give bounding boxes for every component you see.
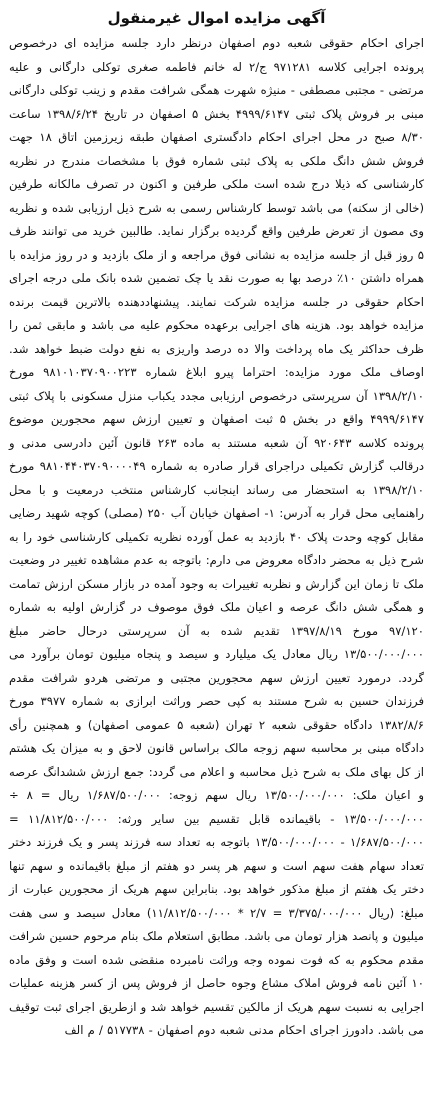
notice-body-text: اجرای احکام حقوقی شعبه دوم اصفهان درنظر دارد جلسه مزایده ای درخصوص پرونده اجرایی کلاسه ۹۷۱۲۸۱ ج/۲ له خانم فاطمه صغری توکلی دارگانی و علیه مرتضی - مجتبی مصطفی - منیژه شهرت همگی شرافت مقدم و زینب توکلی دارگانی مبنی بر فروش پلاک ثبتی ۴۹۹۹/۶۱۴۷ بخش ۵ اصفهان در تاریخ ۱۳۹۸/۶/۲۴ ساعت ۸/۳۰ صبح در محل اجرای احکام دادگستری اصفهان طبقه زیرزمین اتاق ۱۸ جهت فروش شش دانگ ملکی به پلاک ثبتی شماره فوق با مشخصات مندرج در نظریه کارشناسی که ذیلا درج شده است ملکی طرفین و اکنون در تصرف مالکانه طرفین (خالی از سکنه) می باشد توسط کارشناس رسمی به شرح ذیل ارزیابی شده و نظریه وی مصون از تعرض طرفین واقع گردیده برگزار نماید. طالبین خرید می توانند ظرف ۵ روز قبل از جلسه مزایده به نشانی فوق مراجعه و از ملک بازدید و در روز مزایده با همراه داشتن ۱۰٪ درصد بها به صورت نقد یا چک تضمین شده بانک ملی درجه اجرای احکام حقوقی در جلسه مزایده شرکت نمایند. پیشنهاددهنده بالاترین قیمت برنده مزایده خواهد بود. هزینه های اجرایی برعهده محکوم علیه می باشد و مابقی ثمن را ظرف حداکثر یک ماه پرداخت والا ده درصد واریزی به نفع دولت ضبط خواهد شد. اوصاف ملک مورد مزایده: احتراما پیرو ابلاغ شماره ۹۸۱۰۱۰۳۷۰۹۰۰۲۲۳ مورخ ۱۳۹۸/۲/۱۰ آن سرپرستی درخصوص ارزیابی مجدد یکباب منزل مسکونی با پلاک ثبتی ۴۹۹۹/۶۱۴۷ واقع در بخش ۵ ثبت اصفهان و تعیین ارزش سهم محجورین موضوع پرونده کلاسه ۹۲۰۶۴۳ آن شعبه مستند به ماده ۲۶۳ قانون آئین دادرسی مدنی و درقالب گزارش تکمیلی دراجرای قرار صادره به شماره ۹۸۱۰۴۴۰۳۷۰۹۰۰۰۰۴۹ مورخ ۱۳۹۸/۲/۱۰ به استحضار می رساند اینجانب کارشناس منتخب درمعیت و با محل راهنمایی محل قرار به آدرس: ۱- اصفهان خیابان آب ۲۵۰ (مصلی) کوچه شهید رضایی مقابل کوچه وحدت پلاک ۴۰ بازدید به عمل آورده نظریه تکمیلی کارشناسی خود را به شرح ذیل به محضر دادگاه معروض می دارم: باتوجه به عدم مشاهده تغییر در وضعیت ملک تا زمان این گزارش و نظربه تغییرات به وجود آمده در بازار مسکن ارزش تمامت و همگی شش دانگ عرصه و اعیان ملک فوق موصوف در گزارش اولیه به شماره ۹۷/۱۲۰ مورخ ۱۳۹۷/۸/۱۹ تقدیم شده به آن سرپرستی درحال حاضر مبلغ ۱۳/۵۰۰/۰۰۰/۰۰۰ ریال معادل یک میلیارد و سیصد و پنجاه میلیون تومان برآورد می گردد. درمورد تعیین ارزش سهم محجورین مجتبی و مرتضی هردو شرافت مقدم فرزندان حسین به شرح مستند به کپی حصر وراثت ابرازی به شماره ۳۹۷۷ مورخ ۱۳۸۲/۸/۶ دادگاه حقوقی شعبه ۲ تهران (شعبه ۵ عمومی اصفهان) و همچنین رأی دادگاه مبنی بر محاسبه سهم زوجه مالک براساس قانون لاحق و به میزان یک هشتم از کل بهای ملک به شرح ذیل محاسبه و اعلام می گردد: جمع ارزش ششدانگ عرصه و اعیان ملک: ۱۳/۵۰۰/۰۰۰/۰۰۰ ریال سهم زوجه: ۱/۶۸۷/۵۰۰/۰۰۰ ریال = ۸ ÷ ۱۳/۵۰۰/۰۰۰/۰۰۰ - باقیمانده قابل تقسیم بین سایر ورثه: ۱۱/۸۱۲/۵۰۰/۰۰۰ = ۱/۶۸۷/۵۰۰/۰۰۰ - ۱۳/۵۰۰/۰۰۰/۰۰۰ باتوجه به تعداد سه فرزند پسر و یک فرزند دختر تعداد سهام هفت سهم است و سهم هر پسر دو هفتم از مبلغ باقیمانده و سهم تنها دختر یک هفتم از مبلغ مذکور خواهد بود. بنابراین سهم هریک از محجورین عبارت از مبلغ: (ریال ۳/۳۷۵/۰۰۰/۰۰۰ = ۲/۷ * ۱۱/۸۱۲/۵۰۰/۰۰۰) معادل سیصد و سی هفت میلیون و پانصد هزار تومان می باشد. مطابق استعلام ملک بنام مرحوم حسین شرافت مقدم محکوم به که فوت نموده وجه وراثت نامبرده منقضی شده است و وفق ماده ۱۰ آئین نامه فروش املاک مشاع وجوه حاصل از فروش پس از کسر هزینه عملیات اجرایی به نسبت سهم هریک از مالکین تقسیم خواهد شد و ازطریق اجرای ثبت توقیف می باشد. دادورز اجرای احکام مدنی شعبه دوم اصفهان - ۵۱۷۷۳۸ / م الف [9, 36, 425, 1037]
notice-title: آگهی مزایده اموال غیرمنقول [107, 9, 326, 27]
